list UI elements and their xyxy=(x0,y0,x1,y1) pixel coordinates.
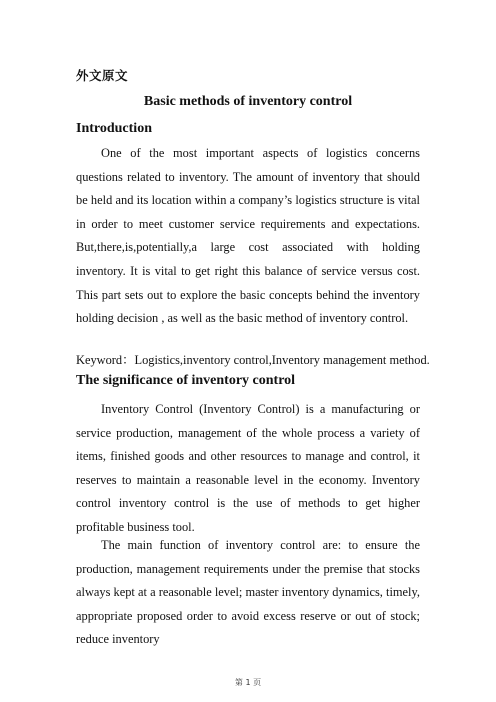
keyword-line: Keyword：Logistics,inventory control,Inventory management method. xyxy=(76,353,430,367)
chinese-section-heading: 外文原文 xyxy=(76,68,129,83)
introduction-heading: Introduction xyxy=(76,121,152,136)
significance-paragraph-1: Inventory Control (Inventory Control) is a manufacturing or service production, management of the whole process a variety of items, finished goods and other resources to manage and control, it reserves to maintain a reasonable level in the economy. Inventory control inventory control is the use of methods to get higher profitable business tool. xyxy=(76,402,420,534)
page-footer: 第 1 页 xyxy=(234,678,262,687)
introduction-paragraph: One of the most important aspects of logistics concerns questions related to inventory. The amount of inventory that should be held and its location within a company’s logistics structure is vital in order to meet customer service requirements and expectations. But,there,is,potentially,a large cost associated with holding inventory. It is vital to get right this balance of service versus cost. This part sets out to explore the basic concepts behind the inventory holding decision , as well as the basic method of inventory control. xyxy=(76,146,420,326)
document-title: Basic methods of inventory control xyxy=(143,94,353,109)
significance-paragraph-2: The main function of inventory control are: to ensure the production, management requirements under the premise that stocks always kept at a reasonable level; master inventory dynamics, timely, appropriate proposed order to avoid excess reserve or out of stock; reduce inventory xyxy=(76,538,420,647)
significance-heading: The significance of inventory control xyxy=(76,373,296,388)
